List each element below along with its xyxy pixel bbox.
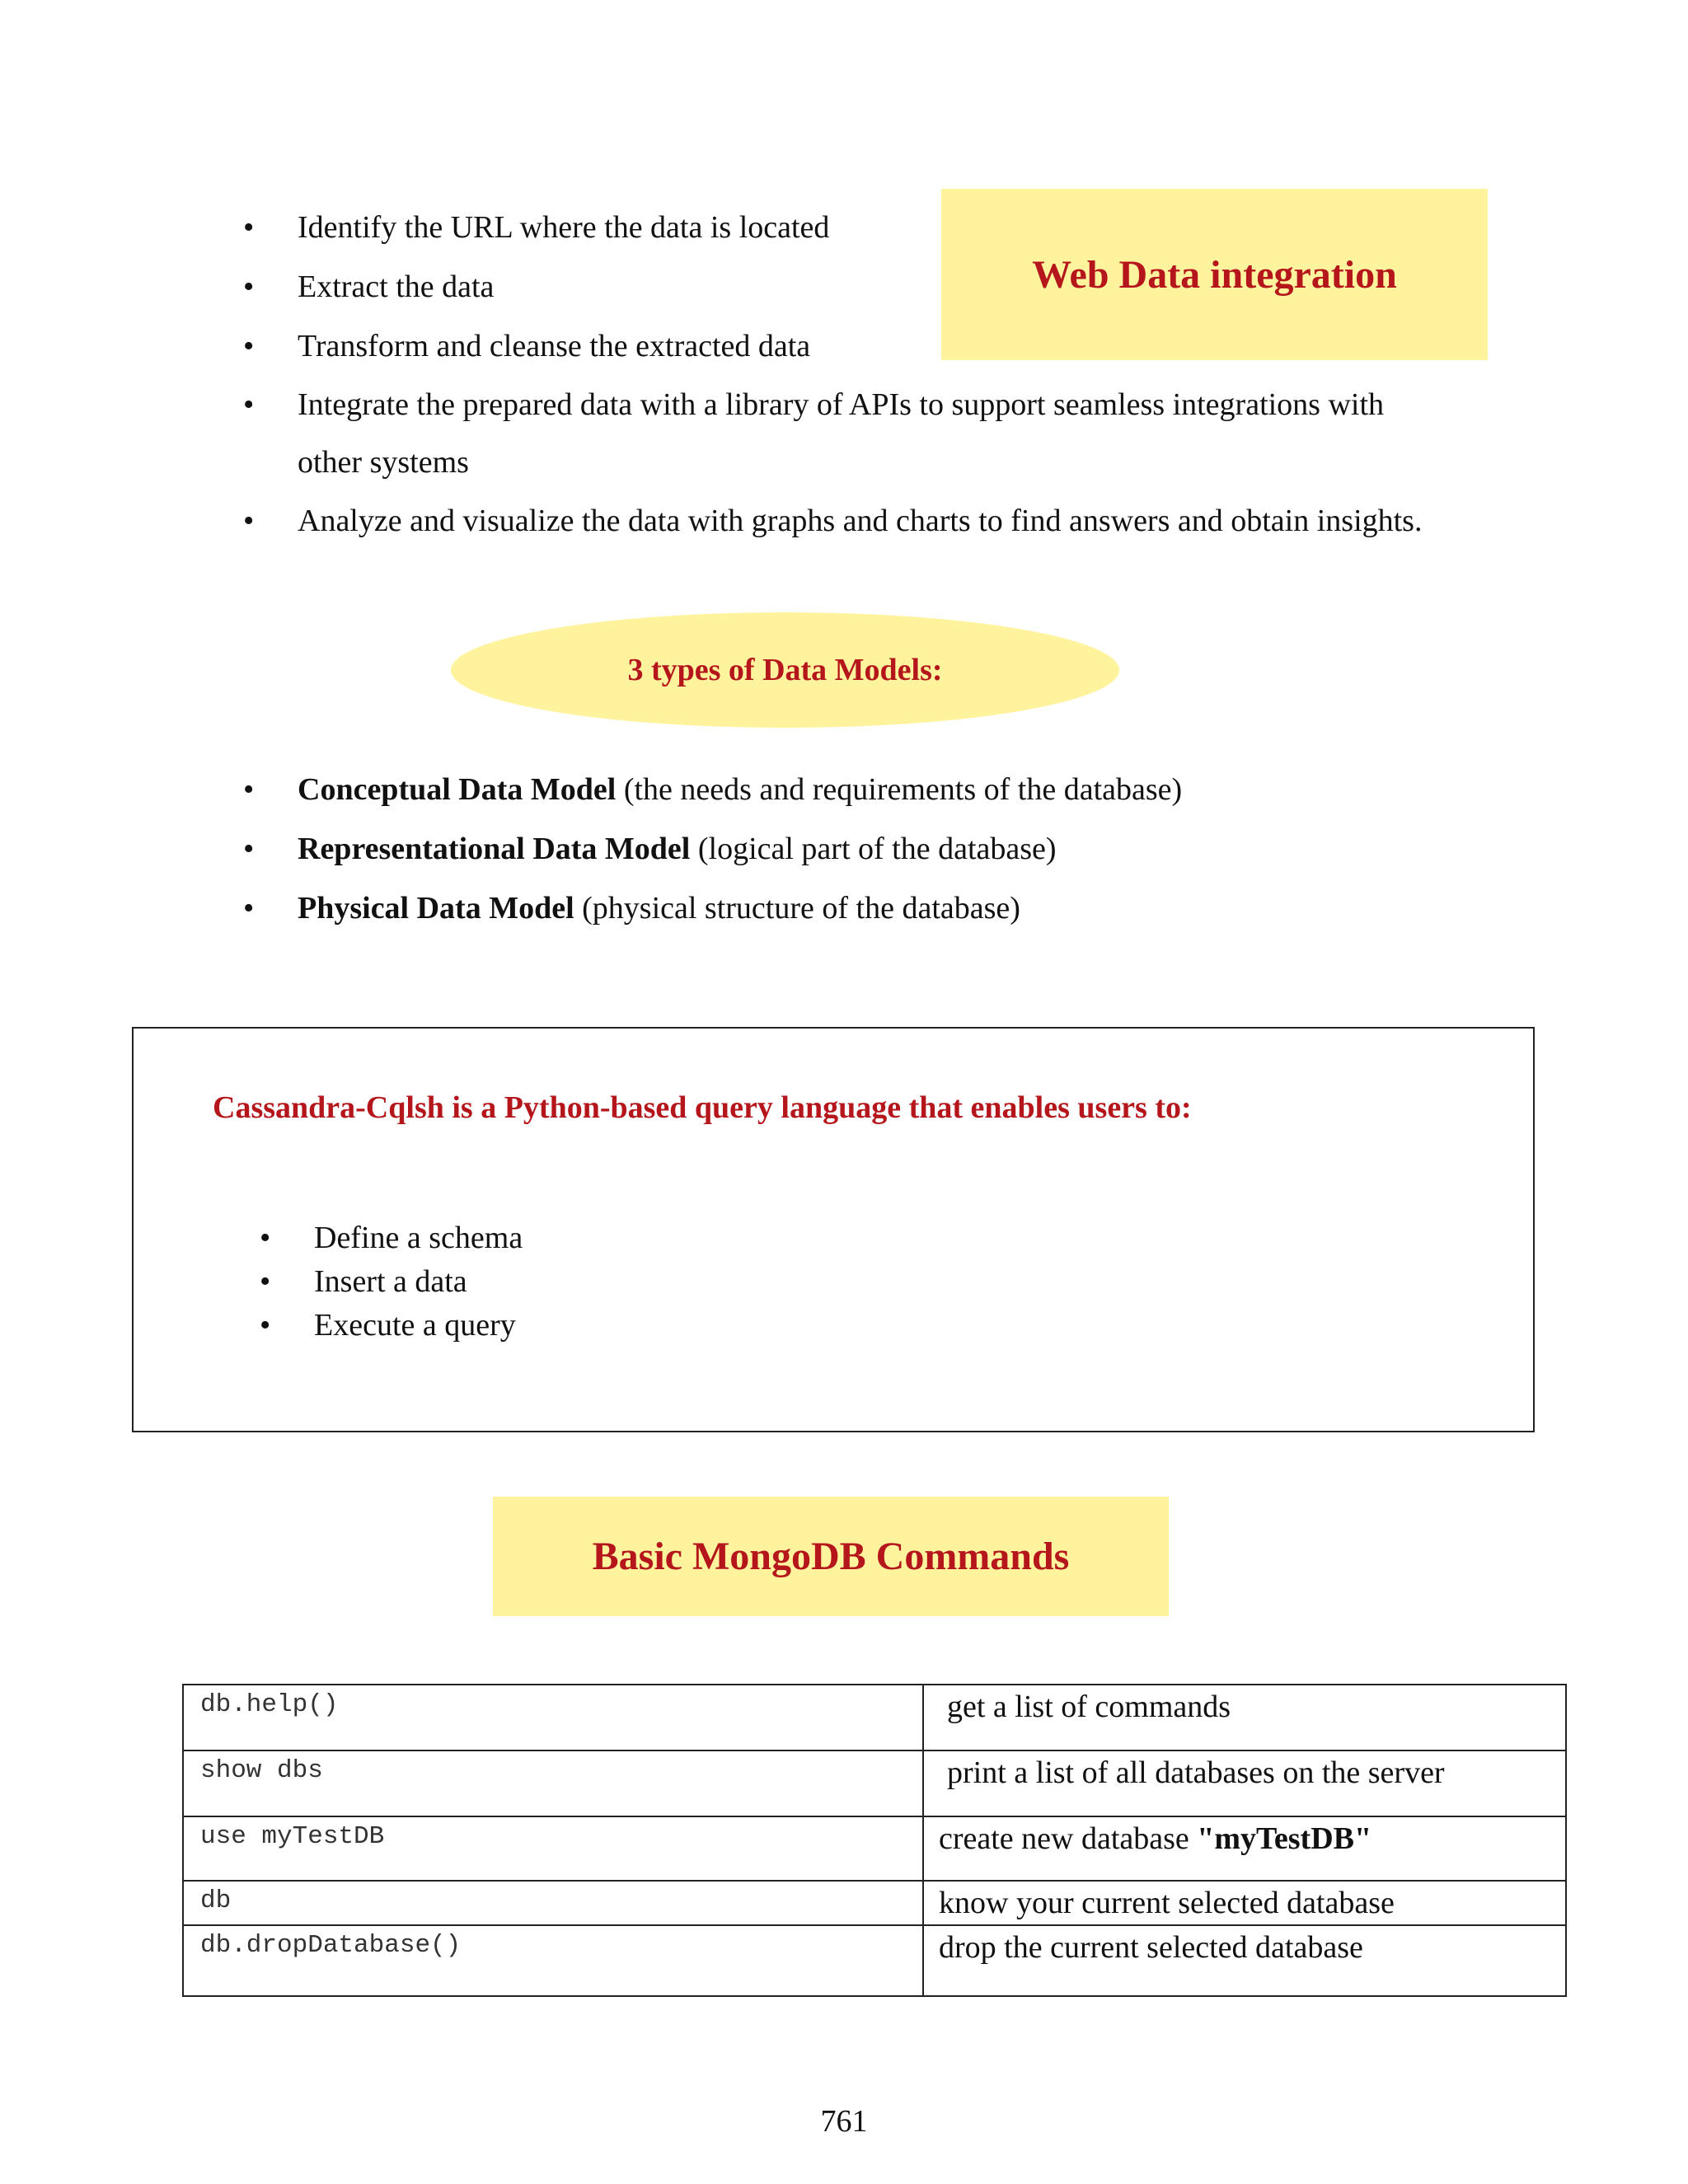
page-number: 761 <box>820 2104 868 2139</box>
list-item <box>243 760 1529 819</box>
table-row <box>183 1816 1566 1881</box>
list-item <box>243 879 1529 938</box>
model-name: Physical Data Model <box>298 891 574 926</box>
list-item <box>243 819 1529 879</box>
description-cell: print a list of all databases on the server <box>923 1750 1566 1816</box>
list-item: • Analyze and visualize the data with graphs and charts to find answers and obtain insights. <box>243 491 1529 551</box>
list-item-line: Integrate the prepared data with a library of APIs to support seamless integrations with <box>298 387 1385 422</box>
list-item: • Insert a data <box>260 1260 919 1304</box>
description-cell: know your current selected database <box>923 1881 1566 1925</box>
list-item: • Extract the data <box>243 257 1529 316</box>
table-row <box>183 1925 1566 1996</box>
table-row <box>183 1881 1566 1925</box>
cassandra-capabilities <box>260 1216 919 1347</box>
description-cell: get a list of commands <box>923 1685 1566 1750</box>
mongodb-commands-banner <box>493 1497 1169 1616</box>
model-name: Conceptual Data Model <box>298 772 617 807</box>
heading-text: 3 types of Data Models: <box>627 653 943 687</box>
list-item: • Execute a query <box>260 1304 919 1347</box>
data-models-heading <box>451 612 1119 728</box>
list-item: • Transform and cleanse the extracted data <box>243 316 1529 376</box>
database-name: "myTestDB" <box>1197 1821 1372 1856</box>
list-item: • Define a schema <box>260 1216 919 1260</box>
description-cell <box>923 1816 1566 1881</box>
table-row <box>183 1685 1566 1750</box>
web-data-integration-banner <box>941 189 1488 360</box>
cassandra-title: Cassandra-Cqlsh is a Python-based query language that enables users to: <box>213 1090 1192 1125</box>
table-row <box>183 1750 1566 1816</box>
banner-title: Basic MongoDB Commands <box>592 1535 1070 1578</box>
model-desc: (logical part of the database) <box>690 832 1057 866</box>
command-cell: show dbs <box>183 1750 923 1816</box>
description-cell: drop the current selected database <box>923 1925 1566 1996</box>
model-name: Representational Data Model <box>298 832 691 866</box>
list-item-line: other systems <box>298 445 469 480</box>
banner-title: Web Data integration <box>1032 252 1397 297</box>
list-item <box>243 376 1529 491</box>
command-cell: db.help() <box>183 1685 923 1750</box>
command-cell: db <box>183 1881 923 1925</box>
command-cell: db.dropDatabase() <box>183 1925 923 1996</box>
model-desc: (physical structure of the database) <box>574 891 1020 926</box>
command-cell: use myTestDB <box>183 1816 923 1881</box>
mongodb-commands-table <box>182 1684 1567 1997</box>
model-desc: (the needs and requirements of the database) <box>616 772 1183 807</box>
data-models-list <box>243 760 1529 938</box>
list-item: • Identify the URL where the data is located <box>243 198 1529 257</box>
description-text: create new database <box>939 1821 1198 1856</box>
